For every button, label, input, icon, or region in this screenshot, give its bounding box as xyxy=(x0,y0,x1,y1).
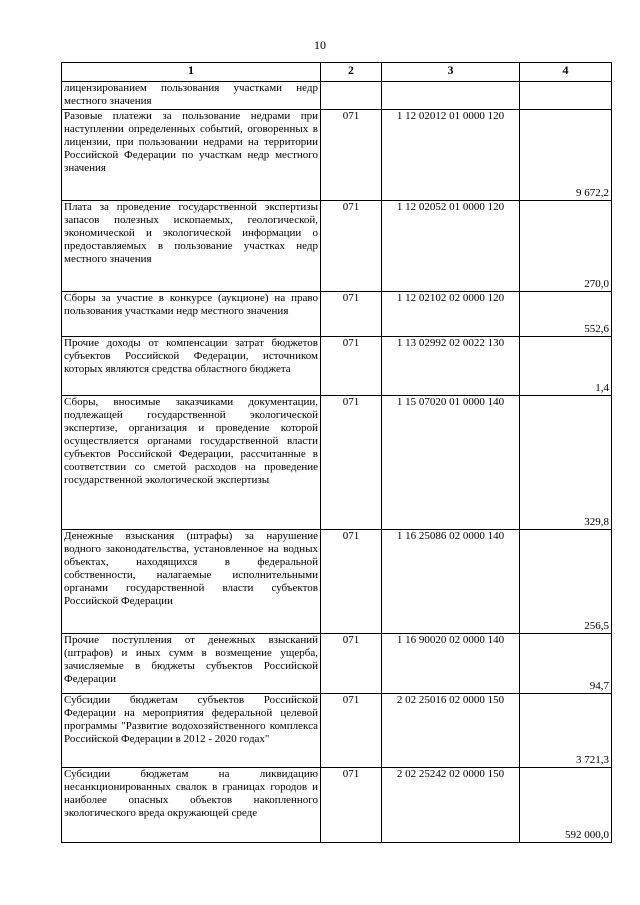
row-amount: 552,6 xyxy=(520,292,612,337)
row-budget-code: 2 02 25016 02 0000 150 xyxy=(382,694,520,768)
table-row xyxy=(62,530,612,634)
row-admin-code xyxy=(321,82,382,110)
row-name: Плата за проведение государственной экспертизы запасов полезных ископаемых, геологической, экономической и экологической информации о предоставляемых в пользование участках недр местного значения xyxy=(62,201,321,292)
table-row xyxy=(62,292,612,337)
row-admin-code: 071 xyxy=(321,768,382,843)
row-amount: 1,4 xyxy=(520,337,612,396)
row-amount: 3 721,3 xyxy=(520,694,612,768)
table-row xyxy=(62,82,612,110)
table-row xyxy=(62,110,612,201)
page-number: 10 xyxy=(314,38,326,52)
table-row xyxy=(62,337,612,396)
header-col-4: 4 xyxy=(520,63,612,82)
header-col-2: 2 xyxy=(321,63,382,82)
table-row xyxy=(62,396,612,530)
row-admin-code: 071 xyxy=(321,694,382,768)
row-admin-code: 071 xyxy=(321,292,382,337)
row-name: Разовые платежи за пользование недрами при наступлении определенных событий, оговоренных в лицензии, при пользовании недрами на территории Российской Федерации по участкам недр местного значения xyxy=(62,110,321,201)
row-name: Прочие поступления от денежных взысканий (штрафов) и иных сумм в возмещение ущерба, зачисляемые в бюджеты субъектов Российской Федерации xyxy=(62,634,321,694)
row-budget-code: 1 12 02102 02 0000 120 xyxy=(382,292,520,337)
row-amount: 270,0 xyxy=(520,201,612,292)
table-row xyxy=(62,201,612,292)
row-admin-code: 071 xyxy=(321,530,382,634)
table-header-row xyxy=(62,63,612,82)
row-name: Денежные взыскания (штрафы) за нарушение водного законодательства, установленное на водных объектах, находящихся в федеральной собственности, налагаемые исполнительными органами государственной власти субъектов Российской Федерации xyxy=(62,530,321,634)
row-admin-code: 071 xyxy=(321,396,382,530)
row-budget-code: 1 13 02992 02 0022 130 xyxy=(382,337,520,396)
row-name: лицензированием пользования участками недр местного значения xyxy=(62,82,321,110)
row-budget-code: 1 16 90020 02 0000 140 xyxy=(382,634,520,694)
row-amount: 256,5 xyxy=(520,530,612,634)
row-admin-code: 071 xyxy=(321,337,382,396)
row-amount: 94,7 xyxy=(520,634,612,694)
header-col-1: 1 xyxy=(62,63,321,82)
row-name: Сборы за участие в конкурсе (аукционе) на право пользования участками недр местного значения xyxy=(62,292,321,337)
row-budget-code: 1 12 02052 01 0000 120 xyxy=(382,201,520,292)
row-budget-code xyxy=(382,82,520,110)
row-amount xyxy=(520,82,612,110)
row-name: Прочие доходы от компенсации затрат бюджетов субъектов Российской Федерации, источником которых являются средства областного бюджета xyxy=(62,337,321,396)
revenue-table xyxy=(61,62,612,843)
table-row xyxy=(62,634,612,694)
header-col-3: 3 xyxy=(382,63,520,82)
row-budget-code: 2 02 25242 02 0000 150 xyxy=(382,768,520,843)
row-amount: 9 672,2 xyxy=(520,110,612,201)
row-admin-code: 071 xyxy=(321,110,382,201)
row-budget-code: 1 12 02012 01 0000 120 xyxy=(382,110,520,201)
table-row xyxy=(62,694,612,768)
row-amount: 592 000,0 xyxy=(520,768,612,843)
row-name: Сборы, вносимые заказчиками документации, подлежащей государственной экологической экспертизе, организация и проведение которой осуществляется органами государственной власти субъектов Российской Федерации, рассчитанные в соответствии со сметой расходов на проведение государственной экологической экспертизы xyxy=(62,396,321,530)
row-budget-code: 1 15 07020 01 0000 140 xyxy=(382,396,520,530)
row-name: Субсидии бюджетам субъектов Российской Федерации на мероприятия федеральной целевой программы "Развитие водохозяйственного комплекса Российской Федерации в 2012 - 2020 годах" xyxy=(62,694,321,768)
row-budget-code: 1 16 25086 02 0000 140 xyxy=(382,530,520,634)
row-name: Субсидии бюджетам на ликвидацию несанкционированных свалок в границах городов и наиболее опасных объектов накопленного экологического вреда окружающей среде xyxy=(62,768,321,843)
row-admin-code: 071 xyxy=(321,634,382,694)
table-row xyxy=(62,768,612,843)
row-admin-code: 071 xyxy=(321,201,382,292)
row-amount: 329,8 xyxy=(520,396,612,530)
